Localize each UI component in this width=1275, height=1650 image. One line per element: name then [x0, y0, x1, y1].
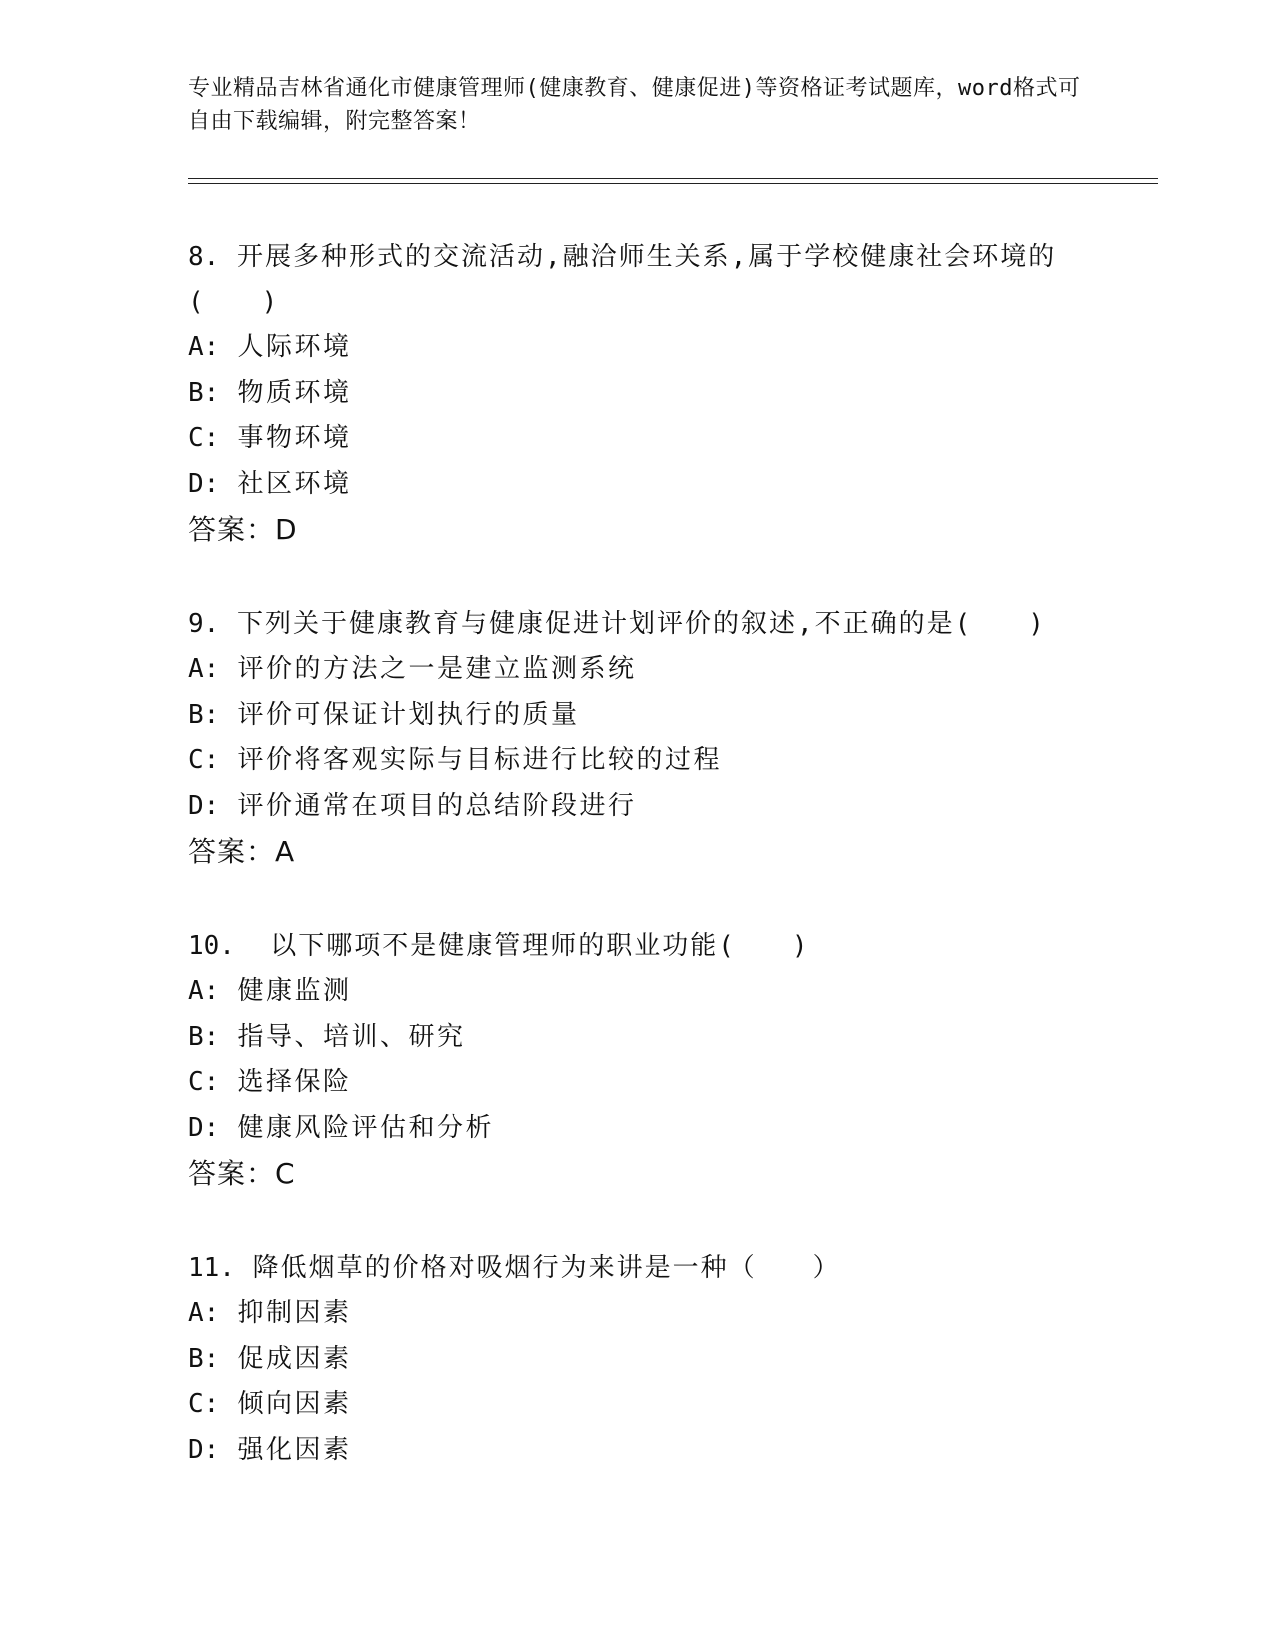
- question-number: 8.: [188, 242, 220, 272]
- question-8: [188, 235, 1088, 553]
- option-letter: D:: [188, 468, 220, 499]
- option-letter: A:: [188, 332, 220, 362]
- answer-line: 答案：C: [188, 1157, 296, 1190]
- option-text: 指导、培训、研究: [237, 1021, 466, 1052]
- option-letter: C:: [188, 423, 220, 453]
- question-text: 以下哪项不是健康管理师的职业功能( ): [252, 931, 810, 961]
- option-c: [188, 1060, 1088, 1106]
- option-b: [188, 693, 1088, 739]
- option-text: 社区环境: [237, 468, 352, 499]
- option-d: [188, 1106, 1088, 1152]
- question-10: [188, 924, 1088, 1197]
- option-letter: B:: [188, 699, 220, 730]
- question-stem: [188, 1246, 1088, 1291]
- option-a: [188, 969, 1088, 1015]
- header-divider-bottom: [188, 183, 1158, 184]
- option-a: [188, 325, 1088, 371]
- option-text: 倾向因素: [237, 1389, 352, 1419]
- option-b: [188, 1337, 1088, 1383]
- option-text: 评价通常在项目的总结阶段进行: [237, 790, 637, 821]
- question-number: 11.: [188, 1253, 235, 1283]
- option-a: [188, 647, 1088, 693]
- option-d: [188, 1428, 1088, 1474]
- question-11: [188, 1246, 1088, 1473]
- option-text: 评价可保证计划执行的质量: [237, 699, 580, 730]
- option-text: 评价的方法之一是建立监测系统: [237, 654, 637, 684]
- option-letter: A:: [188, 1298, 220, 1328]
- question-number: 10.: [188, 931, 235, 961]
- option-letter: B:: [188, 1343, 220, 1374]
- option-text: 抑制因素: [237, 1298, 352, 1328]
- option-letter: D:: [188, 1434, 220, 1465]
- question-text: 开展多种形式的交流活动,融洽师生关系,属于学校健康社会环境的( ): [188, 242, 1057, 317]
- question-stem: [188, 924, 1088, 969]
- option-text: 事物环境: [237, 423, 352, 453]
- option-d: [188, 462, 1088, 508]
- option-letter: C:: [188, 1067, 220, 1097]
- answer-line: 答案：D: [188, 513, 298, 546]
- option-d: [188, 784, 1088, 830]
- question-list: [188, 235, 1088, 1522]
- option-c: [188, 738, 1088, 784]
- option-letter: B:: [188, 377, 220, 408]
- option-text: 物质环境: [237, 377, 352, 408]
- option-text: 健康风险评估和分析: [237, 1112, 494, 1143]
- option-letter: D:: [188, 790, 220, 821]
- header-divider-top: [188, 178, 1158, 179]
- question-stem: [188, 235, 1088, 325]
- question-9: [188, 602, 1088, 875]
- option-letter: C:: [188, 745, 220, 775]
- option-c: [188, 1382, 1088, 1428]
- option-text: 人际环境: [237, 332, 352, 362]
- question-number: 9.: [188, 609, 220, 639]
- answer-line: 答案：A: [188, 835, 296, 868]
- option-text: 选择保险: [237, 1067, 352, 1097]
- option-a: [188, 1291, 1088, 1337]
- option-b: [188, 371, 1088, 417]
- question-text: 下列关于健康教育与健康促进计划评价的叙述,不正确的是( ): [236, 609, 1046, 639]
- option-b: [188, 1015, 1088, 1061]
- option-c: [188, 416, 1088, 462]
- option-text: 促成因素: [237, 1343, 352, 1374]
- option-text: 评价将客观实际与目标进行比较的过程: [237, 745, 722, 775]
- document-header: 专业精品吉林省通化市健康管理师(健康教育、健康促进)等资格证考试题库，word格式可自由下载编辑，附完整答案！: [188, 76, 1081, 134]
- option-text: 强化因素: [237, 1434, 352, 1465]
- option-letter: A:: [188, 654, 220, 684]
- option-letter: A:: [188, 976, 220, 1006]
- option-letter: D:: [188, 1112, 220, 1143]
- option-letter: C:: [188, 1389, 220, 1419]
- option-letter: B:: [188, 1021, 220, 1052]
- question-text: 降低烟草的价格对吸烟行为来讲是一种（ ）: [252, 1253, 841, 1283]
- question-stem: [188, 602, 1088, 647]
- option-text: 健康监测: [237, 976, 352, 1006]
